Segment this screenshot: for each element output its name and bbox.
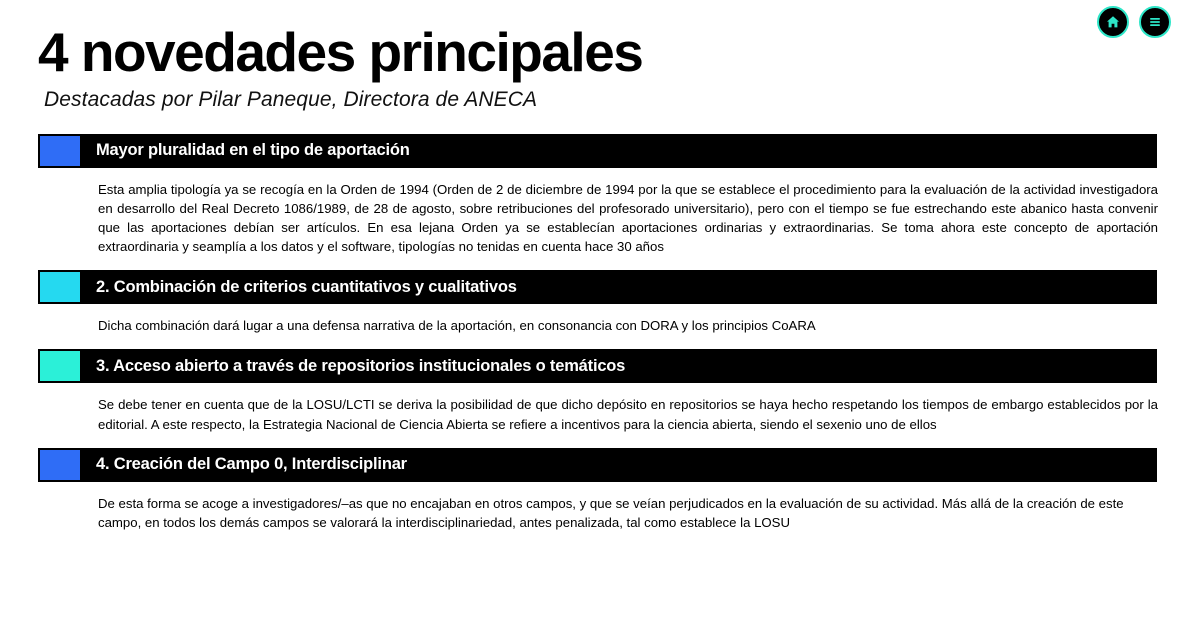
- section-color-swatch: [40, 272, 80, 302]
- page-subtitle: Destacadas por Pilar Paneque, Directora de ANECA: [44, 87, 538, 111]
- section-title: 4. Creación del Campo 0, Interdisciplinar: [96, 455, 407, 474]
- section-header-bar: [38, 448, 1157, 482]
- section-title: Mayor pluralidad en el tipo de aportación: [96, 141, 410, 160]
- section-body: De esta forma se acoge a investigadores/–as que no encajaban en otros campos, y que se veían perjudicados en la evaluación de su actividad. Más allá de la creación de este campo, en todos los demás campos se valorará la interdisciplinariedad, antes penalizada, tal como establece la LOSU: [98, 495, 1124, 530]
- section-item: [38, 134, 1157, 257]
- page-title: 4 novedades principales: [38, 21, 643, 83]
- sections-list: [38, 134, 1157, 532]
- menu-icon: [1147, 14, 1163, 30]
- section-item: [38, 349, 1157, 433]
- section-body: Dicha combinación dará lugar a una defensa narrativa de la aportación, en consonancia con DORA y los principios CoARA: [98, 318, 816, 334]
- top-icon-bar: [1097, 6, 1171, 38]
- section-title: 2. Combinación de criterios cuantitativos y cualitativos: [96, 277, 517, 296]
- section-item: [38, 448, 1157, 532]
- section-header-bar: [38, 134, 1157, 168]
- section-body: Se debe tener en cuenta que de la LOSU/LCTI se deriva la posibilidad de que dicho depósito en repositorios se haya hecho respetando los tiempos de embargo establecidos por la editorial. A este respecto, la Estrategia Nacional de Ciencia Abierta se refiere a incentivos para la ciencia abierta, siendo el sexenio uno de ellos: [98, 397, 1158, 432]
- section-header-bar: [38, 270, 1157, 304]
- section-color-swatch: [40, 450, 80, 480]
- home-icon-button[interactable]: [1097, 6, 1129, 38]
- section-color-swatch: [40, 351, 80, 381]
- section-body: Esta amplia tipología ya se recogía en la Orden de 1994 (Orden de 2 de diciembre de 1994 por la que se establece el procedimiento para la evaluación de la actividad investigadora en desarrollo del Real Decreto 1086/1989, de 28 de agosto, sobre retribuciones del profesorado universitario), pero con el tiempo se fue estrechando este abanico hasta convenir que las aportaciones debían ser artículos. En esa lejana Orden ya se establecían aportaciones ordinarias y extraordinarias. Se toma ahora este concepto de aportación extraordinaria y seamplía a los datos y el software, tipologías no tenidas en cuenta hace 30 años: [98, 181, 1158, 255]
- menu-icon-button[interactable]: [1139, 6, 1171, 38]
- home-icon: [1105, 14, 1121, 30]
- section-title: 3. Acceso abierto a través de repositorios institucionales o temáticos: [96, 356, 626, 375]
- section-header-bar: [38, 349, 1157, 383]
- section-item: [38, 270, 1157, 335]
- section-color-swatch: [40, 136, 80, 166]
